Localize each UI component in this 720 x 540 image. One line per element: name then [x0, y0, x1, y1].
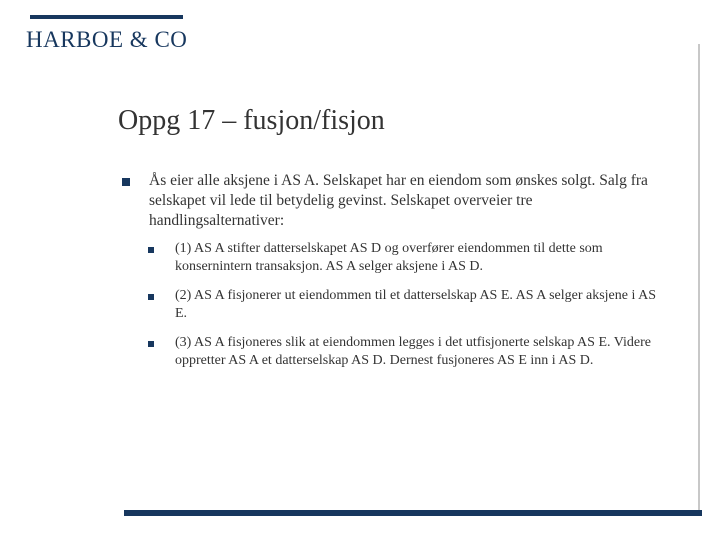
slide-title: Oppg 17 – fusjon/fisjon: [118, 105, 385, 136]
sub-bullet-text: (1) AS A stifter datterselskapet AS D og overfører eiendommen til dette som konsernintern transaksjon. AS A selger aksjene i AS D.: [175, 241, 603, 274]
sub-bullet-list: [148, 240, 668, 381]
square-bullet-icon: [148, 341, 154, 347]
main-bullet-text: Ås eier alle aksjene i AS A. Selskapet har en eiendom som ønskes solgt. Salg fra selskapet vil lede til betydelig gevinst. Selskapet overveier tre handlingsalternativer:: [149, 172, 648, 229]
square-bullet-icon: [122, 178, 130, 186]
sub-bullet-item: [148, 334, 668, 370]
logo-accent-bar: [30, 15, 183, 19]
sub-bullet-text: (2) AS A fisjonerer ut eiendommen til et datterselskap AS E. AS A selger aksjene i AS E.: [175, 288, 656, 321]
footer-bar: [124, 510, 702, 516]
right-frame-line: [698, 44, 700, 516]
sub-bullet-text: (3) AS A fisjoneres slik at eiendommen legges i det utfisjonerte selskap AS E. Videre oppretter AS A et datterselskap AS D. Dernest fusjoneres AS E inn i AS D.: [175, 335, 651, 368]
main-bullet: [122, 171, 682, 231]
sub-bullet-item: [148, 287, 668, 323]
company-logo: HARBOE & CO: [26, 27, 188, 52]
square-bullet-icon: [148, 247, 154, 253]
sub-bullet-item: [148, 240, 668, 276]
square-bullet-icon: [148, 294, 154, 300]
